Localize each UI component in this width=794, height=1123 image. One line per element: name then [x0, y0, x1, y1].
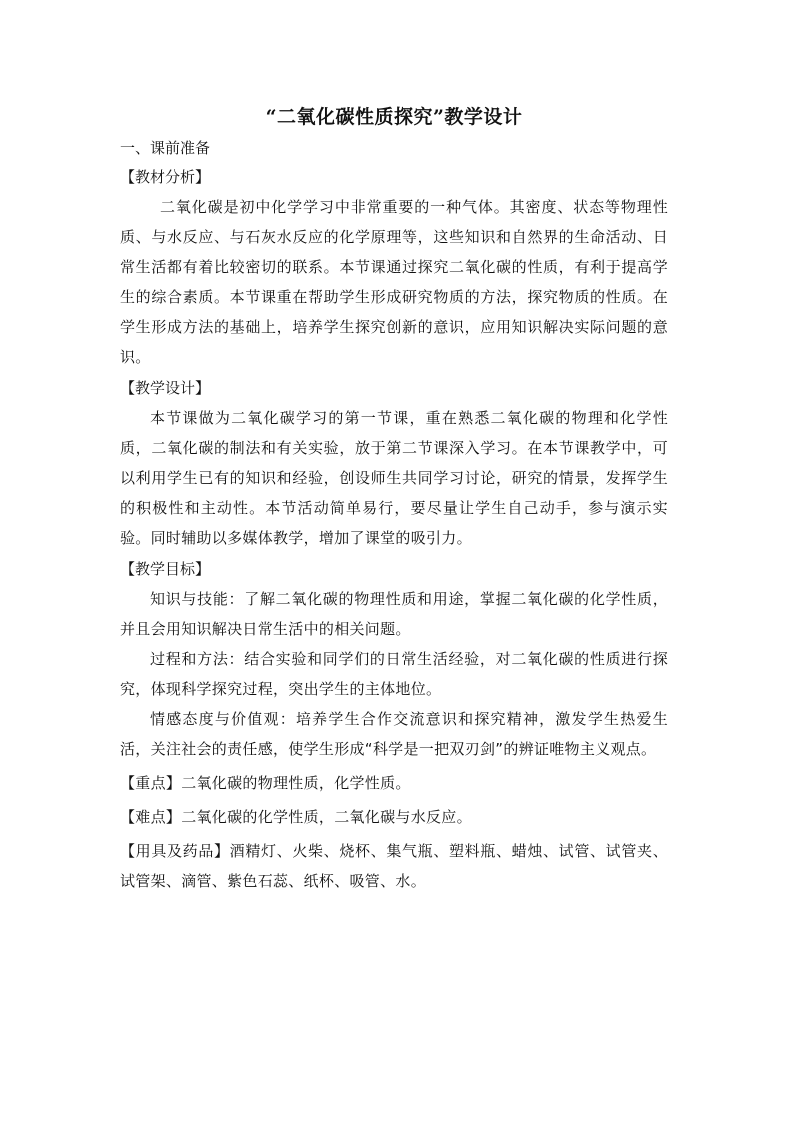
paragraph-teaching-design: 本节课做为二氧化碳学习的第一节课，重在熟悉二氧化碳的物理和化学性质，二氧化碳的制法和有关实验，放于第二节课深入学习。在本节课教学中，可以利用学生已有的知识和经验，创设师生共同学习讨论，研究的情景，发挥学生的积极性和主动性。本节活动简单易行，要尽量让学生自己动手，参与演示实验。同时辅助以多媒体教学，增加了课堂的吸引力。: [120, 409, 668, 547]
paragraph-goal-process: 过程和方法：结合实验和同学们的日常生活经验，对二氧化碳的性质进行探究，体现科学探究过程，突出学生的主体地位。: [120, 650, 668, 698]
difficult-points-text: 二氧化碳的化学性质，二氧化碳与水反应。: [181, 808, 472, 826]
heading-material-analysis: 【教材分析】: [120, 168, 211, 186]
paragraph-goal-emotion: 情感态度与价值观：培养学生合作交流意识和探究精神，激发学生热爱生活，关注社会的责任感，使学生形成“科学是一把双刃剑”的辨证唯物主义观点。: [120, 710, 668, 758]
materials: [120, 836, 668, 896]
heading-teaching-design: 【教学设计】: [120, 379, 211, 397]
key-points-text: 二氧化碳的物理性质，化学性质。: [181, 774, 411, 792]
document-title: “二氧化碳性质探究”教学设计: [265, 106, 523, 128]
section-heading-prep: 一、课前准备: [120, 139, 211, 157]
difficult-points-label: 【难点】: [120, 808, 182, 826]
key-points: [120, 768, 668, 798]
document-page: [120, 100, 668, 896]
heading-teaching-goals: 【教学目标】: [120, 560, 211, 578]
key-points-label: 【重点】: [120, 774, 182, 792]
paragraph-goal-knowledge: 知识与技能：了解二氧化碳的物理性质和用途，掌握二氧化碳的化学性质，并且会用知识解决日常生活中的相关问题。: [120, 590, 668, 638]
materials-label: 【用具及药品】: [120, 842, 230, 860]
materials-text: 酒精灯、火柴、烧杯、集气瓶、塑料瓶、蜡烛、试管、试管夹、试管架、滴管、紫色石蕊、纸杯、吸管、水。: [120, 842, 668, 890]
paragraph-material-analysis: 二氧化碳是初中化学学习中非常重要的一种气体。其密度、状态等物理性质、与水反应、与石灰水反应的化学原理等，这些知识和自然界的生命活动、日常生活都有着比较密切的联系。本节课通过探究二氧化碳的性质，有利于提高学生的综合素质。本节课重在帮助学生形成研究物质的方法，探究物质的性质。在学生形成方法的基础上，培养学生探究创新的意识，应用知识解决实际问题的意识。: [120, 198, 668, 366]
difficult-points: [120, 802, 668, 832]
